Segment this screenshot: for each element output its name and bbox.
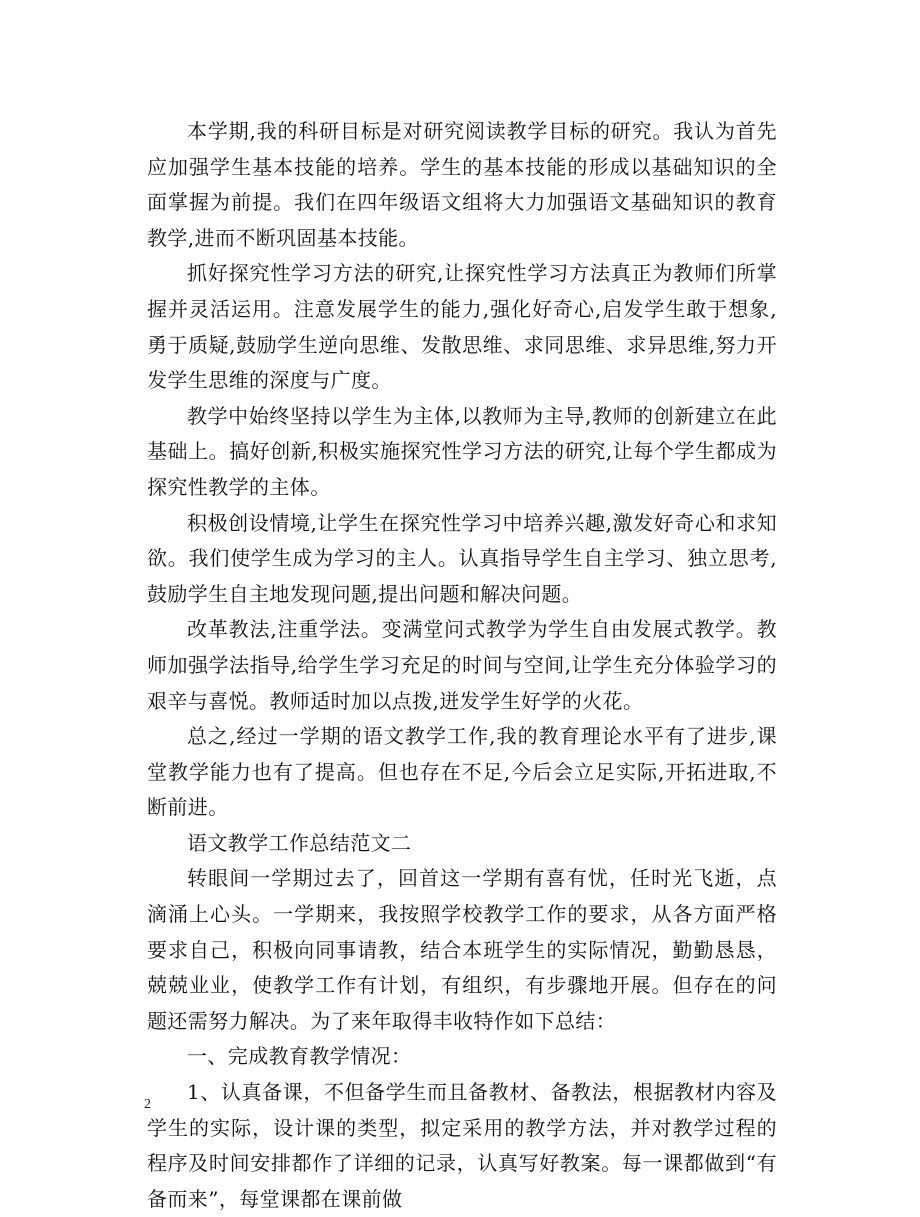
paragraph-semester-review: 转眼间一学期过去了，回首这一学期有喜有忧，任时光飞逝，点滴涌上心头。一学期来，我按照学校教学工作的要求，从各方面严格要求自己，积极向同事请教，结合本班学生的实际情况，勤勤恳恳，兢兢业业，使教学工作有计划，有组织，有步骤地开展。但存在的问题还需努力解决。为了来年取得丰收特作如下总结： [147, 866, 777, 1033]
paragraph-student-centered: 教学中始终坚持以学生为主体,以教师为主导,教师的创新建立在此基础上。搞好创新,积极实施探究性学习方法的研究,让每个学生都成为探究性教学的主体。 [147, 403, 777, 499]
page-number: 2 [144, 1097, 151, 1112]
subheading-teaching-status: 一、完成教育教学情况： [187, 1044, 412, 1069]
paragraph-create-situations: 积极创设情境,让学生在探究性学习中培养兴趣,激发好奇心和求知欲。我们使学生成为学习的主人。认真指导学生自主学习、独立思考,鼓励学生自主地发现问题,提出问题和解决问题。 [147, 510, 777, 606]
section-heading: 语文教学工作总结范文二 [187, 830, 412, 855]
paragraph-research-goal: 本学期,我的科研目标是对研究阅读教学目标的研究。我认为首先应加强学生基本技能的培养。学生的基本技能的形成以基础知识的全面掌握为前提。我们在四年级语文组将大力加强语文基础知识的教育教学,进而不断巩固基本技能。 [147, 119, 777, 250]
document-body [147, 114, 777, 1217]
paragraph-inquiry-learning: 抓好探究性学习方法的研究,让探究性学习方法真正为教师们所掌握并灵活运用。注意发展学生的能力,强化好奇心,启发学生敢于想象,勇于质疑,鼓励学生逆向思维、发散思维、求同思维、求异思维,努力开发学生思维的深度与广度。 [147, 261, 777, 393]
paragraph-reform-teaching: 改革教法,注重学法。变满堂问式教学为学生自由发展式教学。教师加强学法指导,给学生学习充足的时间与空间,让学生充分体验学习的艰辛与喜悦。教师适时加以点拨,迸发学生好学的火花。 [147, 617, 777, 713]
paragraph-summary: 总之,经过一学期的语文教学工作,我的教育理论水平有了进步,课堂教学能力也有了提高。但也存在不足,今后会立足实际,开拓进取,不断前进。 [147, 724, 777, 820]
paragraph-lesson-preparation: 1、认真备课，不但备学生而且备教材、备教法，根据教材内容及学生的实际，设计课的类型，拟定采用的教学方法，并对教学过程的程序及时间安排都作了详细的记录，认真写好教案。每一课都做到“有备而来”，每堂课都在课前做 [147, 1080, 777, 1211]
